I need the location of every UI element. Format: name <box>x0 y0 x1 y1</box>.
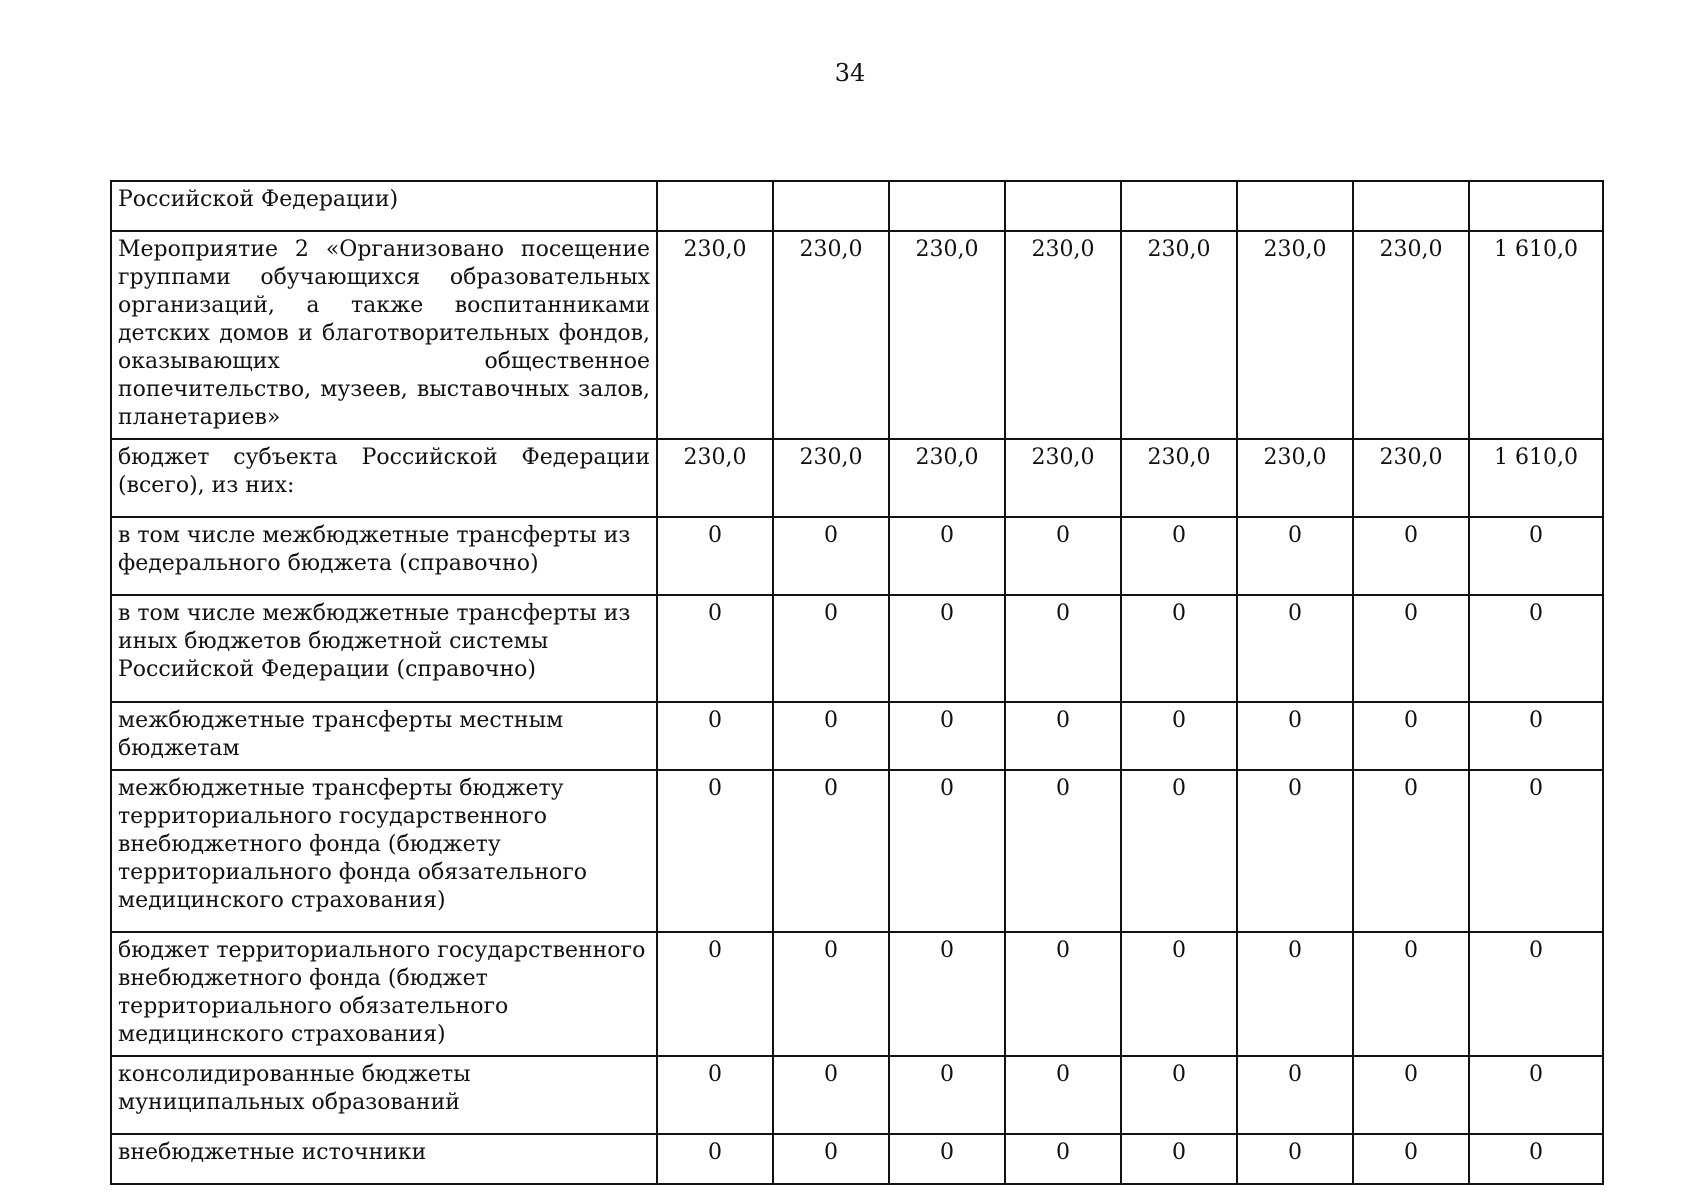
value-cell: 0 <box>889 1134 1005 1184</box>
table-row <box>111 1056 1603 1134</box>
total-cell: 0 <box>1469 770 1603 932</box>
value-cell: 230,0 <box>1005 231 1121 439</box>
value-cell: 230,0 <box>1237 231 1353 439</box>
table-row <box>111 702 1603 770</box>
value-cell: 230,0 <box>1121 439 1237 517</box>
value-cell: 230,0 <box>657 231 773 439</box>
value-cell <box>1121 181 1237 231</box>
total-cell: 0 <box>1469 702 1603 770</box>
value-cell: 0 <box>889 1056 1005 1134</box>
value-cell: 0 <box>1121 770 1237 932</box>
value-cell: 0 <box>657 770 773 932</box>
value-cell: 230,0 <box>889 439 1005 517</box>
value-cell <box>657 181 773 231</box>
total-cell: 0 <box>1469 517 1603 595</box>
value-cell: 0 <box>657 1056 773 1134</box>
value-cell: 0 <box>1353 932 1469 1056</box>
value-cell: 230,0 <box>889 231 1005 439</box>
value-cell: 0 <box>773 770 889 932</box>
value-cell: 0 <box>1005 932 1121 1056</box>
value-cell: 0 <box>1005 1056 1121 1134</box>
value-cell: 230,0 <box>1121 231 1237 439</box>
value-cell: 230,0 <box>1353 231 1469 439</box>
value-cell: 0 <box>1005 1134 1121 1184</box>
table-row <box>111 932 1603 1056</box>
value-cell: 0 <box>1353 702 1469 770</box>
row-label: Мероприятие 2 «Организовано посещение группами обучающихся образовательных организаций, а также воспитанниками детских домов и благотворительных фондов, оказывающих общественное попечительство, музеев, выставочных залов, планетариев» <box>111 231 657 439</box>
value-cell: 0 <box>773 1056 889 1134</box>
value-cell: 230,0 <box>773 439 889 517</box>
value-cell: 0 <box>657 517 773 595</box>
total-cell: 0 <box>1469 1134 1603 1184</box>
value-cell: 0 <box>1005 702 1121 770</box>
value-cell: 0 <box>1237 702 1353 770</box>
value-cell: 230,0 <box>657 439 773 517</box>
value-cell: 0 <box>1237 1134 1353 1184</box>
value-cell: 230,0 <box>773 231 889 439</box>
value-cell: 0 <box>1353 1056 1469 1134</box>
total-cell: 0 <box>1469 595 1603 702</box>
value-cell: 0 <box>889 770 1005 932</box>
value-cell: 0 <box>1353 517 1469 595</box>
value-cell: 0 <box>773 932 889 1056</box>
value-cell: 0 <box>1121 595 1237 702</box>
value-cell: 0 <box>889 932 1005 1056</box>
value-cell: 0 <box>1353 1134 1469 1184</box>
row-label: в том числе межбюджетные трансферты из федерального бюджета (справочно) <box>111 517 657 595</box>
budget-table <box>110 180 1604 1185</box>
value-cell: 0 <box>773 702 889 770</box>
value-cell: 0 <box>657 595 773 702</box>
table-row <box>111 181 1603 231</box>
value-cell: 0 <box>1121 517 1237 595</box>
row-label: бюджет территориального государственного внебюджетного фонда (бюджет территориального обязательного медицинского страхования) <box>111 932 657 1056</box>
value-cell: 0 <box>773 1134 889 1184</box>
total-cell: 1 610,0 <box>1469 439 1603 517</box>
table-row <box>111 517 1603 595</box>
value-cell: 230,0 <box>1005 439 1121 517</box>
total-cell <box>1469 181 1603 231</box>
value-cell <box>1353 181 1469 231</box>
total-cell: 1 610,0 <box>1469 231 1603 439</box>
value-cell: 230,0 <box>1353 439 1469 517</box>
total-cell: 0 <box>1469 1056 1603 1134</box>
value-cell: 230,0 <box>1237 439 1353 517</box>
value-cell: 0 <box>1121 702 1237 770</box>
value-cell: 0 <box>1237 1056 1353 1134</box>
value-cell: 0 <box>1237 595 1353 702</box>
value-cell: 0 <box>657 702 773 770</box>
value-cell: 0 <box>1237 770 1353 932</box>
value-cell: 0 <box>1121 932 1237 1056</box>
value-cell: 0 <box>1005 517 1121 595</box>
table-row <box>111 770 1603 932</box>
value-cell <box>773 181 889 231</box>
value-cell: 0 <box>657 932 773 1056</box>
total-cell: 0 <box>1469 932 1603 1056</box>
row-label: в том числе межбюджетные трансферты из иных бюджетов бюджетной системы Российской Федерации (справочно) <box>111 595 657 702</box>
budget-table-container <box>110 180 1602 1185</box>
value-cell: 0 <box>889 595 1005 702</box>
value-cell: 0 <box>1121 1134 1237 1184</box>
table-row <box>111 231 1603 439</box>
budget-table-body <box>111 181 1603 1184</box>
value-cell <box>1005 181 1121 231</box>
value-cell: 0 <box>889 517 1005 595</box>
value-cell: 0 <box>1237 932 1353 1056</box>
value-cell: 0 <box>773 517 889 595</box>
value-cell: 0 <box>657 1134 773 1184</box>
value-cell <box>1237 181 1353 231</box>
row-label: бюджет субъекта Российской Федерации (всего), из них: <box>111 439 657 517</box>
row-label: Российской Федерации) <box>111 181 657 231</box>
row-label: консолидированные бюджеты муниципальных образований <box>111 1056 657 1134</box>
value-cell: 0 <box>889 702 1005 770</box>
table-row <box>111 439 1603 517</box>
row-label: внебюджетные источники <box>111 1134 657 1184</box>
value-cell: 0 <box>1353 595 1469 702</box>
value-cell: 0 <box>1005 770 1121 932</box>
page-number: 34 <box>834 59 866 87</box>
value-cell: 0 <box>1237 517 1353 595</box>
row-label: межбюджетные трансферты бюджету территориального государственного внебюджетного фонда (бюджету территориального фонда обязательного медицинского страхования) <box>111 770 657 932</box>
table-row <box>111 595 1603 702</box>
value-cell: 0 <box>773 595 889 702</box>
value-cell: 0 <box>1353 770 1469 932</box>
table-row <box>111 1134 1603 1184</box>
row-label: межбюджетные трансферты местным бюджетам <box>111 702 657 770</box>
value-cell: 0 <box>1121 1056 1237 1134</box>
value-cell: 0 <box>1005 595 1121 702</box>
value-cell <box>889 181 1005 231</box>
